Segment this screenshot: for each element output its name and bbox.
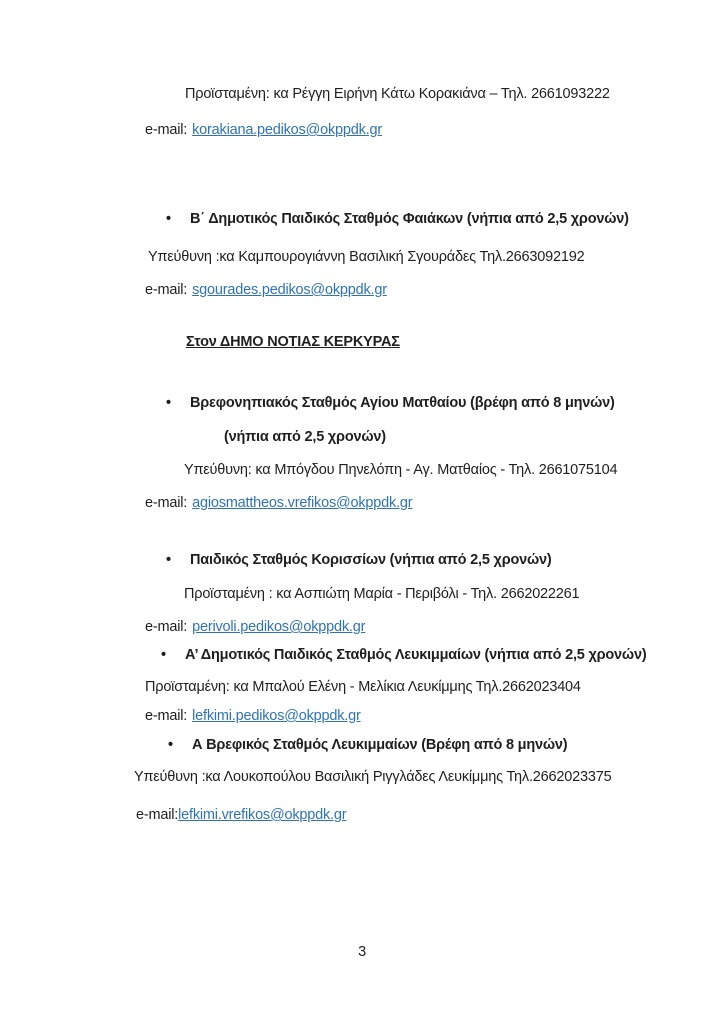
email-line-lefkimmi-vrefikos	[136, 806, 346, 825]
page-number: 3	[358, 944, 366, 960]
email-label: e-mail:	[145, 282, 188, 298]
email-label: e-mail:	[145, 122, 188, 138]
bullet-item-title: Α’ Δημοτικός Παιδικός Σταθμός Λευκιμμαίων (νήπια από 2,5 χρονών)	[185, 647, 647, 663]
bullet-icon: •	[166, 211, 171, 227]
email-link-faiakon[interactable]: sgourades.pedikos@okppdk.gr	[192, 282, 387, 298]
bullet-icon: •	[168, 737, 173, 753]
staff-line-lefkimmi-a: Προϊσταμένη: κα Μπαλού Ελένη - Μελίκια Λευκίμμης Τηλ.2662023404	[145, 679, 581, 695]
email-line-lefkimmi-a	[145, 707, 361, 726]
staff-line-agios-mattheos: Υπεύθυνη: κα Μπόγδου Πηνελόπη - Αγ. Ματθαίος - Τηλ. 2661075104	[184, 462, 618, 478]
bullet-item-title: Α Βρεφικός Σταθμός Λευκιμμαίων (Βρέφη από 8 μηνών)	[192, 737, 568, 753]
bullet-item-agios-mattheos	[166, 394, 615, 413]
bullet-item-faiakon	[166, 210, 629, 229]
staff-line-korission: Προϊσταμένη : κα Ασπιώτη Μαρία - Περιβόλι - Τηλ. 2662022261	[184, 586, 580, 602]
bullet-icon: •	[161, 647, 166, 663]
email-link-lefkimmi-a[interactable]: lefkimi.pedikos@okppdk.gr	[192, 708, 361, 724]
email-label: e-mail:	[145, 619, 188, 635]
email-link-agios-mattheos[interactable]: agiosmattheos.vrefikos@okppdk.gr	[192, 495, 413, 511]
staff-line-korakiana: Προϊσταμένη: κα Ρέγγη Ειρήνη Κάτω Κορακιάνα – Τηλ. 2661093222	[185, 86, 610, 102]
email-line-faiakon	[145, 281, 387, 300]
email-link-korakiana[interactable]: korakiana.pedikos@okppdk.gr	[192, 122, 382, 138]
email-line-korission	[145, 618, 365, 637]
bullet-item-title-line2: (νήπια από 2,5 χρονών)	[224, 429, 386, 445]
section-heading-south-kerkyra: Στον ΔΗΜΟ ΝΟΤΙΑΣ ΚΕΡΚΥΡΑΣ	[186, 334, 400, 350]
email-line-agios-mattheos	[145, 494, 412, 513]
staff-line-lefkimmi-vrefikos: Υπεύθυνη :κα Λουκοπούλου Βασιλική Ριγγλάδες Λευκίμμης Τηλ.2662023375	[134, 769, 612, 785]
email-line-korakiana	[145, 121, 382, 140]
bullet-item-lefkimmi-a	[161, 646, 646, 665]
email-label: e-mail:	[136, 807, 179, 823]
bullet-icon: •	[166, 395, 171, 411]
email-label: e-mail:	[145, 708, 188, 724]
bullet-item-title: Β΄ Δημοτικός Παιδικός Σταθμός Φαιάκων (νήπια από 2,5 χρονών)	[190, 211, 629, 227]
bullet-item-title: Παιδικός Σταθμός Κορισσίων (νήπια από 2,5 χρονών)	[190, 552, 552, 568]
bullet-icon: •	[166, 552, 171, 568]
bullet-item-title: Βρεφονηπιακός Σταθμός Αγίου Ματθαίου (βρέφη από 8 μηνών)	[190, 395, 615, 411]
email-link-korission[interactable]: perivoli.pedikos@okppdk.gr	[192, 619, 366, 635]
bullet-item-korission	[166, 551, 552, 570]
bullet-item-lefkimmi-vrefikos	[168, 736, 567, 755]
email-label: e-mail:	[145, 495, 188, 511]
email-link-lefkimmi-vrefikos[interactable]: lefkimi.vrefikos@okppdk.gr	[178, 807, 347, 823]
staff-line-faiakon: Υπεύθυνη :κα Καμπουρογιάννη Βασιλική Σγουράδες Τηλ.2663092192	[148, 249, 585, 265]
